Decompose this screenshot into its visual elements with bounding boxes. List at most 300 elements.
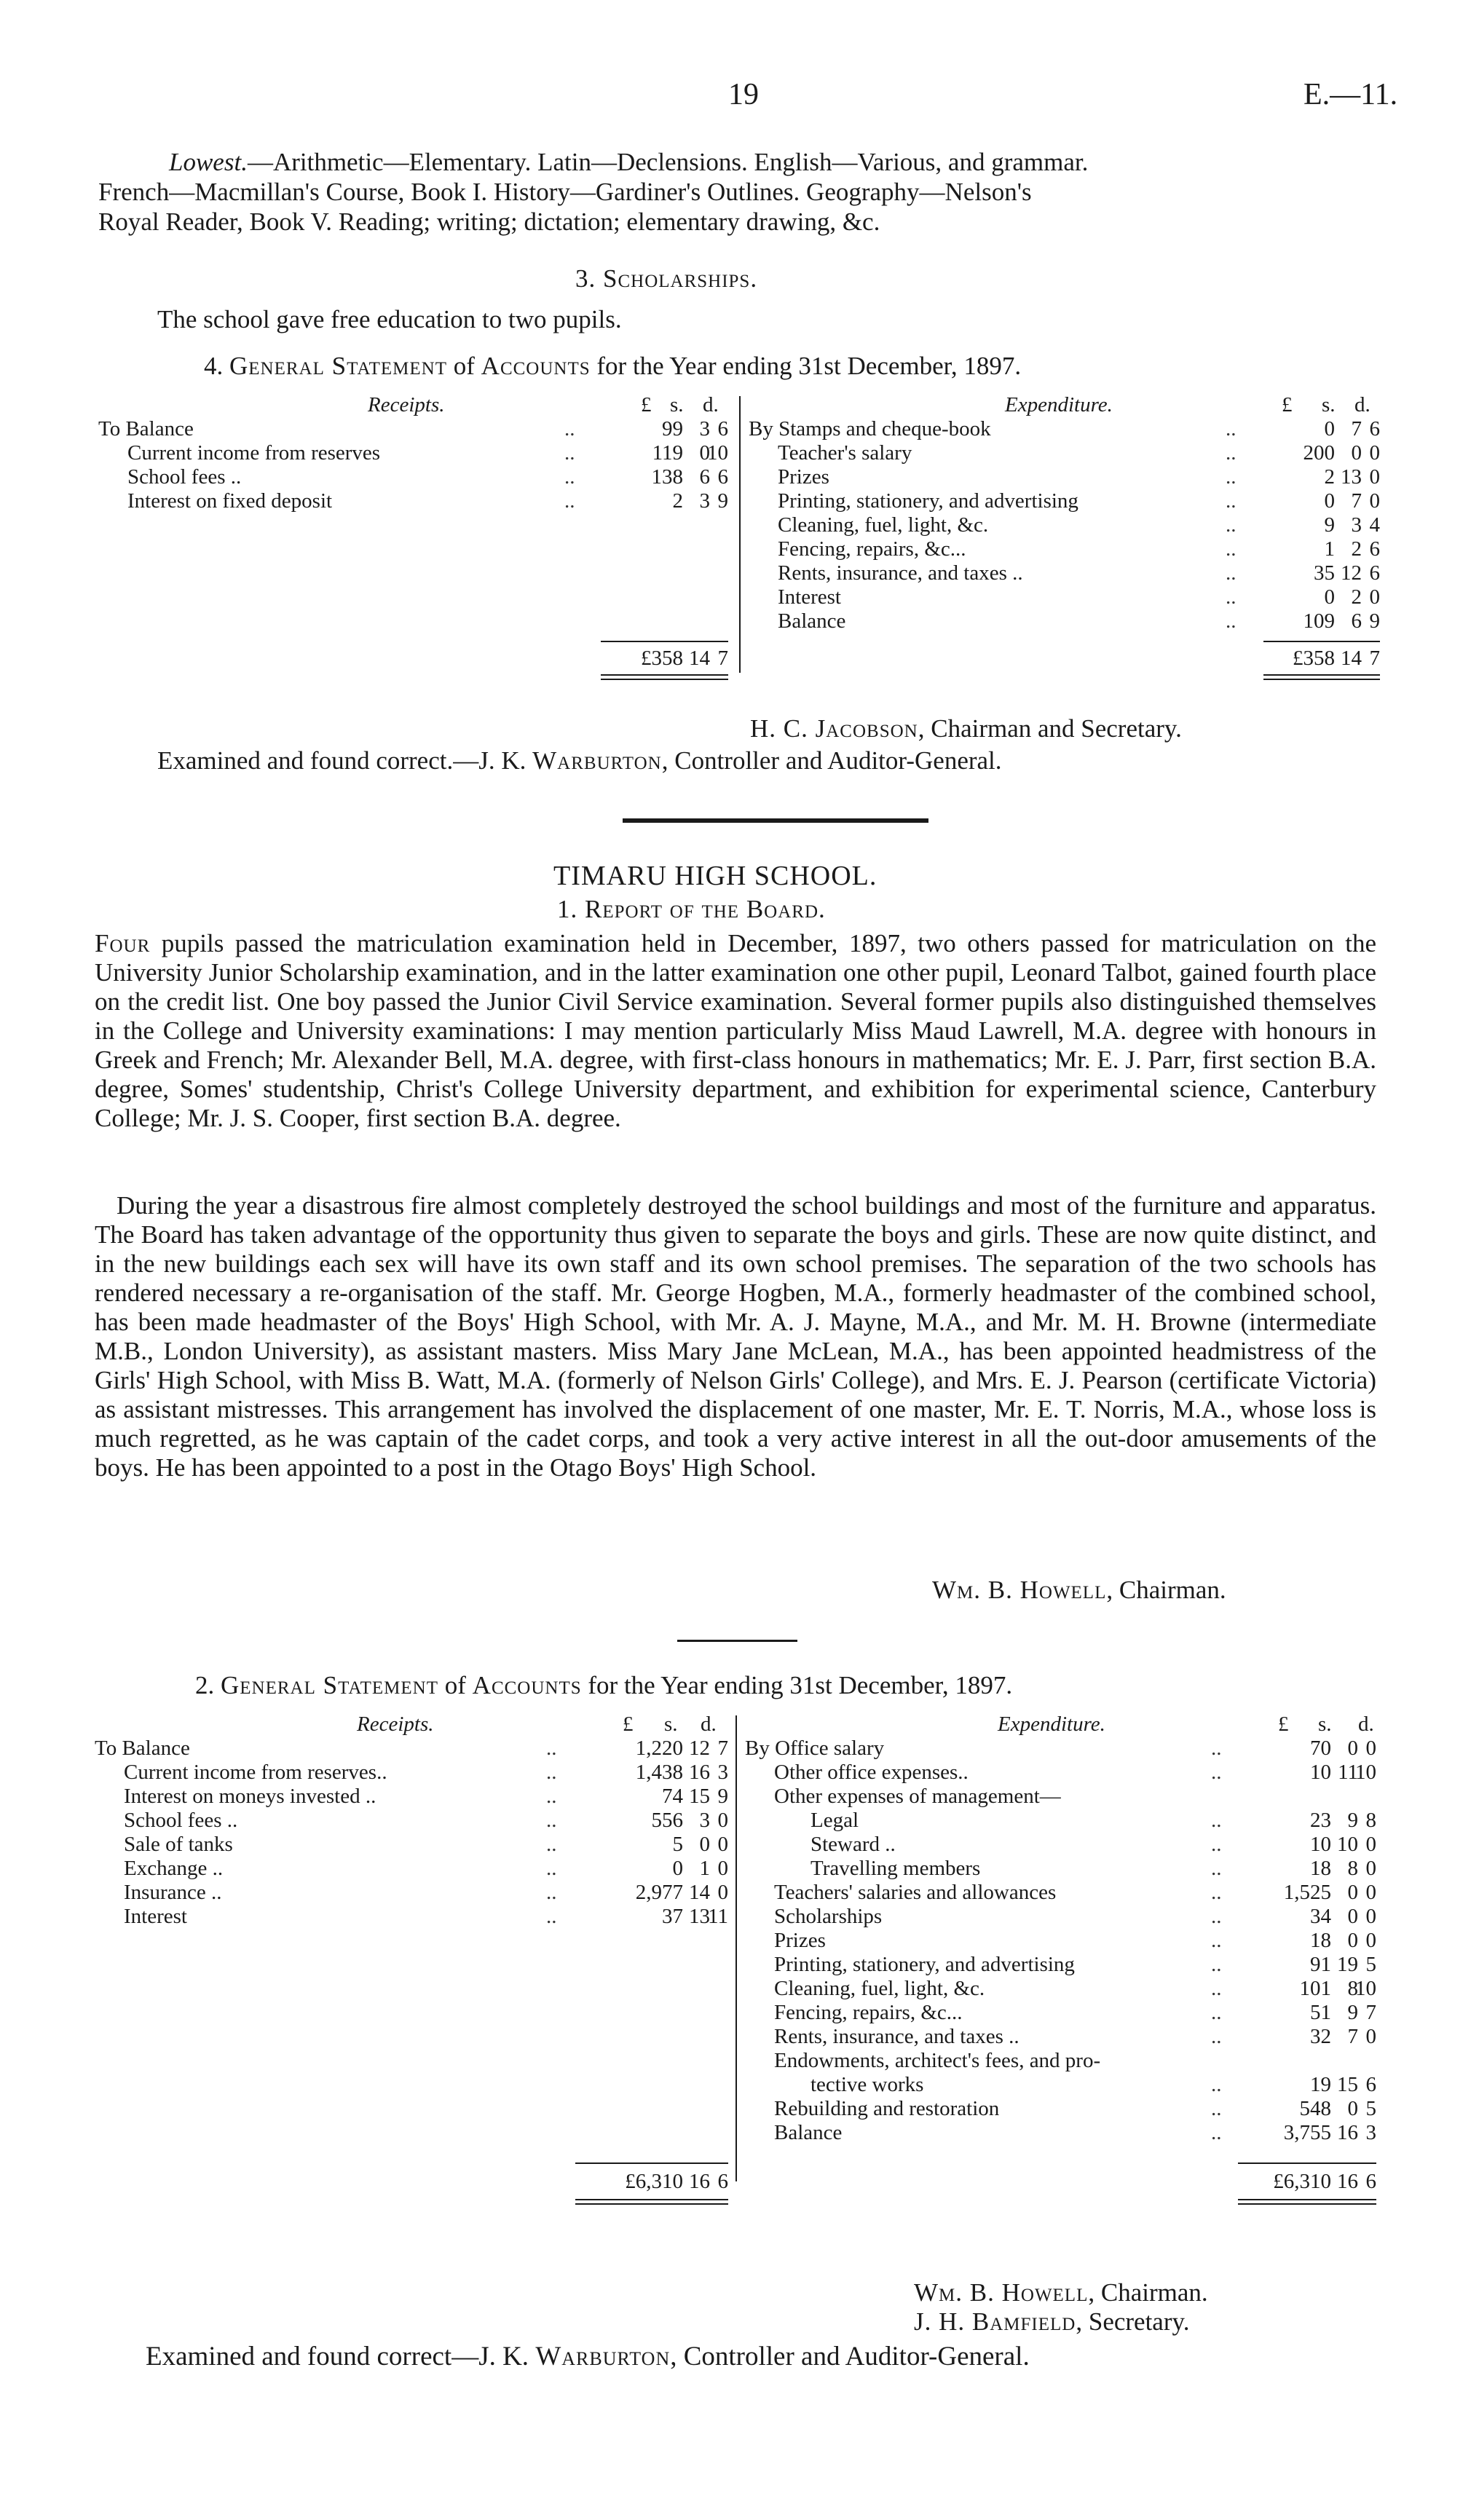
- amount-pounds: 51: [1310, 2001, 1331, 2024]
- lowest-line-1-text: —Arithmetic—Elementary. Latin—Declensions. English—Various, and grammar.: [247, 148, 1089, 176]
- leader-dots: ..: [1211, 1881, 1222, 1904]
- row-label: By Office salary: [745, 1737, 885, 1760]
- total-pounds: £6,310: [1273, 2170, 1331, 2193]
- amount-shillings: 7: [1351, 417, 1362, 441]
- amount-shillings: 3: [1351, 513, 1362, 537]
- row-label: School fees ..: [127, 465, 242, 489]
- leader-dots: ..: [1211, 2121, 1222, 2144]
- amount: [1238, 2025, 1376, 2049]
- table-row: [95, 1785, 728, 1809]
- accounts-table-1: [98, 393, 1380, 699]
- table-row: [749, 513, 1382, 537]
- leader-dots: ..: [546, 1761, 557, 1784]
- amount: [1263, 441, 1380, 465]
- amount: [575, 1833, 728, 1857]
- row-label: Cleaning, fuel, light, &c.: [778, 513, 989, 537]
- chairman-title-1: , Chairman and Secretary.: [918, 714, 1182, 743]
- amount-pounds: 18: [1310, 1857, 1331, 1880]
- table-row: [98, 465, 732, 489]
- examined-suffix-2: , Controller and Auditor-General.: [670, 2342, 1030, 2371]
- leader-dots: ..: [1226, 441, 1237, 465]
- total-rule-receipts-2: [575, 2162, 728, 2164]
- leader-dots: ..: [1211, 1953, 1222, 1976]
- leader-dots: ..: [1226, 609, 1237, 633]
- total-expenditure-2: [1238, 2170, 1376, 2194]
- amount-pounds: 1,438: [635, 1761, 683, 1784]
- amount-pounds: 70: [1310, 1737, 1331, 1760]
- amount-shillings: 2: [1351, 537, 1362, 561]
- row-label: Balance: [774, 2121, 843, 2144]
- amount-pence: 6: [717, 417, 728, 441]
- amount-pence: 0: [1365, 1881, 1376, 1904]
- table-row: [745, 1881, 1379, 1905]
- amount-pence: 0: [1365, 1833, 1376, 1856]
- pence-header-2b: d.: [1358, 1713, 1374, 1736]
- amount-shillings: 7: [1347, 2025, 1358, 2048]
- amount: [575, 1737, 728, 1761]
- accounts-heading-1-sc2: Accounts: [481, 352, 591, 380]
- amount-pounds: 200: [1303, 441, 1335, 465]
- double-rule-b: [601, 679, 728, 680]
- row-label: Sale of tanks: [124, 1833, 233, 1856]
- amount-pence: 0: [1365, 2025, 1376, 2048]
- row-label: Printing, stationery, and advertising: [778, 489, 1078, 513]
- row-label: By Stamps and cheque-book: [749, 417, 991, 441]
- amount-pounds: 74: [662, 1785, 683, 1808]
- amount-shillings: 16: [1337, 2121, 1358, 2144]
- scholarships-text: The school gave free education to two pupils.: [157, 305, 622, 333]
- paragraph-1-text: pupils passed the matriculation examination held in December, 1897, two others passed for matriculation on the University Junior Scholarship examination, and in the latter examination one other pupil, Leonard Talbot, gained fourth place on the credit list. One boy passed the Junior Civil Service examination. Several former pupils also distinguished themselves in the College and University examinations: I may mention particularly Miss Maud Lawrell, M.A. degree with honours in Greek and French; Mr. Alexander Bell, M.A. degree, with first-class honours in mathematics; Mr. E. J. Parr, first section B.A. degree, Somes' studentship, Christ's College University department, and exhibition for experimental science, Canterbury College; Mr. J. S. Cooper, first section B.A. degree.: [95, 929, 1376, 1132]
- total-shillings: 14: [1341, 647, 1362, 670]
- row-label: Legal: [811, 1809, 859, 1832]
- row-label: Current income from reserves: [127, 441, 381, 465]
- accounts-heading-2-sc: General Statement: [221, 1671, 439, 1699]
- amount-pence: 0: [717, 1833, 728, 1856]
- amount-shillings: 3: [699, 1809, 710, 1832]
- double-rule-a: [601, 674, 728, 676]
- amount: [1263, 489, 1380, 513]
- amount-pounds: 1,220: [635, 1737, 683, 1760]
- amount-shillings: 0: [1351, 441, 1362, 465]
- lowest-course-line-2: French—Macmillan's Course, Book I. History—Gardiner's Outlines. Geography—Nelson's: [98, 178, 1032, 206]
- amount-shillings: 16: [689, 1761, 710, 1784]
- row-label: tective works: [811, 2073, 924, 2096]
- table-row: [95, 1881, 728, 1905]
- amount-shillings: 3: [699, 417, 710, 441]
- amount-pence: 6: [1369, 537, 1380, 561]
- amount: [1263, 537, 1380, 561]
- amount: [1263, 417, 1380, 441]
- amount: [601, 489, 728, 513]
- leader-dots: ..: [564, 417, 575, 441]
- amount-pence: 9: [717, 1785, 728, 1808]
- amount-shillings: 2: [1351, 585, 1362, 609]
- amount: [1263, 585, 1380, 609]
- amount: [1238, 1881, 1376, 1905]
- shilling-header-1: s.: [670, 393, 684, 416]
- amount-shillings: 0: [1347, 1905, 1358, 1928]
- pound-header-2b: £: [1278, 1713, 1289, 1736]
- amount-pounds: 23: [1310, 1809, 1331, 1832]
- pound-header-1b: £: [1282, 393, 1293, 416]
- total-receipts-2: [575, 2170, 728, 2194]
- table-row: [745, 2049, 1379, 2073]
- examined-line-1: [157, 746, 1002, 775]
- pound-header-2: £: [623, 1713, 634, 1736]
- accounts-table-2: [95, 1713, 1376, 2222]
- amount: [1263, 513, 1380, 537]
- amount: [1238, 2049, 1376, 2073]
- row-label: Fencing, repairs, &c...: [774, 2001, 963, 2024]
- page-number: 19: [728, 78, 759, 111]
- total-pence: 7: [717, 647, 728, 670]
- total-rule-expenditure-2: [1238, 2162, 1376, 2164]
- amount: [601, 441, 728, 465]
- amount-pounds: 2: [1324, 465, 1335, 489]
- table-row: [745, 1905, 1379, 1929]
- lowest-course-line-3: Royal Reader, Book V. Reading; writing; dictation; elementary drawing, &c.: [98, 208, 880, 236]
- leader-dots: ..: [1211, 2073, 1222, 2096]
- leader-dots: ..: [546, 1737, 557, 1760]
- table-row: [745, 2121, 1379, 2145]
- total-rule-receipts-1: [601, 641, 728, 642]
- amount-pence: 5: [1365, 2097, 1376, 2120]
- amount: [1263, 465, 1380, 489]
- row-label: Insurance ..: [124, 1881, 222, 1904]
- table-row: [745, 2025, 1379, 2049]
- amount-pounds: 34: [1310, 1905, 1331, 1928]
- amount-pounds: 2: [672, 489, 683, 513]
- amount: [1263, 609, 1380, 633]
- row-label: Steward ..: [811, 1833, 896, 1856]
- accounts-heading-2-of: of: [444, 1671, 466, 1699]
- table-row: [749, 561, 1382, 585]
- row-label: Prizes: [778, 465, 829, 489]
- table-row: [745, 1977, 1379, 2001]
- double-rule-g: [1238, 2199, 1376, 2200]
- table-row: [745, 1833, 1379, 1857]
- board-signature: [932, 1575, 1226, 1605]
- secretary-title-2: , Secretary.: [1076, 2307, 1190, 2336]
- amount-pence: 5: [1365, 1953, 1376, 1976]
- table-row: [745, 2073, 1379, 2097]
- amount-pounds: 35: [1314, 561, 1335, 585]
- amount-pounds: 99: [662, 417, 683, 441]
- amount-pence: 0: [1369, 489, 1380, 513]
- pound-header-1: £: [641, 393, 652, 416]
- amount-shillings: 12: [1341, 561, 1362, 585]
- accounts-heading-2-rest: for the Year ending 31st December, 1897.: [588, 1671, 1013, 1699]
- amount: [1238, 1905, 1376, 1929]
- amount-shillings: 3: [699, 489, 710, 513]
- leader-dots: ..: [546, 1905, 557, 1928]
- amount-pounds: 18: [1310, 1929, 1331, 1952]
- chairman-title-2: , Chairman.: [1088, 2278, 1208, 2307]
- row-label: Rebuilding and restoration: [774, 2097, 1000, 2120]
- amount-pence: 0: [1369, 585, 1380, 609]
- scholarships-heading: 3. Scholarships.: [575, 264, 758, 293]
- leader-dots: ..: [564, 465, 575, 489]
- amount: [1238, 1953, 1376, 1977]
- auditor-name-1: Warburton: [532, 746, 662, 775]
- leader-dots: ..: [546, 1809, 557, 1832]
- report-heading: 1. Report of the Board.: [557, 895, 826, 923]
- shilling-header-2: s.: [664, 1713, 678, 1736]
- amount-pence: 4: [1369, 513, 1380, 537]
- leader-dots: ..: [546, 1785, 557, 1808]
- amount-pounds: 119: [652, 441, 683, 465]
- table-row: [95, 1761, 728, 1785]
- amount-shillings: 6: [1351, 609, 1362, 633]
- row-label: Fencing, repairs, &c...: [778, 537, 966, 561]
- shilling-header-1b: s.: [1322, 393, 1336, 416]
- amount-pounds: 10: [1310, 1833, 1331, 1856]
- leader-dots: ..: [1226, 417, 1237, 441]
- amount-pounds: 1: [1324, 537, 1335, 561]
- amount: [575, 1785, 728, 1809]
- row-label: Interest on moneys invested ..: [124, 1785, 376, 1808]
- leader-dots: ..: [1226, 489, 1237, 513]
- column-divider-2: [735, 1715, 737, 2181]
- table-row: [749, 465, 1382, 489]
- table-row: [745, 1737, 1379, 1761]
- amount-shillings: 0: [1347, 2097, 1358, 2120]
- total-shillings: 16: [1337, 2170, 1358, 2193]
- amount: [1238, 1833, 1376, 1857]
- section-divider: [623, 818, 928, 823]
- row-label: Teachers' salaries and allowances: [774, 1881, 1057, 1904]
- amount-shillings: 13: [689, 1905, 710, 1928]
- amount-pounds: 9: [1324, 513, 1335, 537]
- leader-dots: ..: [546, 1881, 557, 1904]
- total-pounds: £358: [1293, 647, 1335, 670]
- total-pence: 7: [1369, 647, 1380, 670]
- amount-pounds: 2,977: [635, 1881, 683, 1904]
- amount-pounds: 0: [672, 1857, 683, 1880]
- leader-dots: ..: [1226, 585, 1237, 609]
- table-row: [745, 1761, 1379, 1785]
- amount-pence: 10: [707, 441, 728, 465]
- amount-shillings: 0: [1347, 1881, 1358, 1904]
- amount-pounds: 37: [662, 1905, 683, 1928]
- table-row: [745, 1857, 1379, 1881]
- leader-dots: ..: [546, 1857, 557, 1880]
- amount: [575, 1905, 728, 1929]
- examined-prefix-1: Examined and found correct.—J. K.: [157, 746, 526, 775]
- shilling-header-2b: s.: [1318, 1713, 1332, 1736]
- examined-prefix-2: Examined and found correct—J. K.: [146, 2342, 529, 2371]
- row-label: Other expenses of management—: [774, 1785, 1061, 1808]
- accounts-heading-1-num: 4.: [204, 352, 224, 380]
- amount-shillings: 0: [699, 441, 710, 465]
- amount: [1238, 2001, 1376, 2025]
- board-chairman-title: , Chairman.: [1106, 1576, 1226, 1604]
- double-rule-e: [575, 2199, 728, 2200]
- amount-pence: 3: [1365, 2121, 1376, 2144]
- amount: [1238, 1929, 1376, 1953]
- leader-dots: ..: [1211, 2001, 1222, 2024]
- lowest-label: Lowest.: [169, 148, 248, 176]
- row-label: Teacher's salary: [778, 441, 912, 465]
- expenditure-list-1: [749, 417, 1382, 633]
- row-label: School fees ..: [124, 1809, 238, 1832]
- amount-shillings: 12: [689, 1737, 710, 1760]
- amount: [1263, 561, 1380, 585]
- row-label: Scholarships: [774, 1905, 883, 1928]
- total-pence: 6: [717, 2170, 728, 2193]
- amount-pounds: 101: [1299, 1977, 1331, 2000]
- amount-pence: 6: [1365, 2073, 1376, 2096]
- table-row: [98, 441, 732, 465]
- leader-dots: ..: [1226, 561, 1237, 585]
- amount-pounds: 548: [1299, 2097, 1331, 2120]
- table-row: [95, 1809, 728, 1833]
- receipts-list-2: [95, 1737, 728, 1929]
- signature-block-1: [750, 714, 1182, 743]
- amount-shillings: 6: [699, 465, 710, 489]
- examined-suffix-1: , Controller and Auditor-General.: [661, 746, 1002, 775]
- table-row: [745, 1953, 1379, 1977]
- amount-shillings: 0: [699, 1833, 710, 1856]
- expenditure-list-2: [745, 1737, 1379, 2145]
- table-row: [95, 1833, 728, 1857]
- row-label: Printing, stationery, and advertising: [774, 1953, 1075, 1976]
- table-row: [95, 1905, 728, 1929]
- leader-dots: ..: [1211, 1905, 1222, 1928]
- row-label: Interest on fixed deposit: [127, 489, 333, 513]
- row-label: Prizes: [774, 1929, 826, 1952]
- amount-pounds: 3,755: [1283, 2121, 1331, 2144]
- total-pence: 6: [1365, 2170, 1376, 2193]
- row-label: Cleaning, fuel, light, &c.: [774, 1977, 985, 2000]
- row-label: Rents, insurance, and taxes ..: [774, 2025, 1019, 2048]
- leader-dots: ..: [1211, 1809, 1222, 1832]
- amount-pence: 6: [1369, 561, 1380, 585]
- amount-pence: 10: [1355, 1977, 1376, 2000]
- document-reference: E.—11.: [1304, 78, 1398, 111]
- amount-pence: 7: [717, 1737, 728, 1760]
- leader-dots: ..: [1211, 1761, 1222, 1784]
- expenditure-heading-1: Expenditure.: [1005, 393, 1113, 416]
- amount-pence: 9: [1369, 609, 1380, 633]
- amount-pounds: 91: [1310, 1953, 1331, 1976]
- amount: [575, 1761, 728, 1785]
- row-label: Balance: [778, 609, 846, 633]
- total-shillings: 14: [689, 647, 710, 670]
- leader-dots: ..: [564, 489, 575, 513]
- leader-dots: ..: [1211, 2097, 1222, 2120]
- secretary-name-2: J. H. Bamfield: [914, 2307, 1076, 2336]
- amount-shillings: 1: [699, 1857, 710, 1880]
- amount: [601, 417, 728, 441]
- leader-dots: ..: [564, 441, 575, 465]
- auditor-name-2: Warburton: [535, 2342, 671, 2371]
- total-pounds: £6,310: [625, 2170, 683, 2193]
- row-label: Rents, insurance, and taxes ..: [778, 561, 1023, 585]
- table-row: [95, 1857, 728, 1881]
- amount-pounds: 19: [1310, 2073, 1331, 2096]
- table-row: [749, 537, 1382, 561]
- row-label: Interest: [778, 585, 841, 609]
- total-pounds: £358: [641, 647, 683, 670]
- table-row: [745, 2001, 1379, 2025]
- amount-pence: 11: [708, 1905, 728, 1928]
- total-expenditure-1: [1263, 647, 1380, 671]
- amount-shillings: 8: [1347, 1977, 1358, 2000]
- amount-pence: 0: [717, 1809, 728, 1832]
- accounts-heading-2-num: 2.: [195, 1671, 215, 1699]
- table-row: [749, 585, 1382, 609]
- amount-pence: 0: [717, 1881, 728, 1904]
- amount-pounds: 0: [1324, 417, 1335, 441]
- table-row: [98, 417, 732, 441]
- amount: [1238, 1737, 1376, 1761]
- chairman-name-1: H. C. Jacobson: [750, 714, 918, 743]
- examined-line-2: [146, 2342, 1030, 2371]
- table-row: [745, 2097, 1379, 2121]
- amount: [1238, 2073, 1376, 2097]
- amount-shillings: 7: [1351, 489, 1362, 513]
- amount-shillings: 15: [689, 1785, 710, 1808]
- row-label: To Balance: [98, 417, 194, 441]
- row-label: Travelling members: [811, 1857, 981, 1880]
- accounts-heading-1-of: of: [453, 352, 475, 380]
- total-shillings: 16: [689, 2170, 710, 2193]
- amount: [1238, 2097, 1376, 2121]
- leader-dots: ..: [1226, 537, 1237, 561]
- amount-shillings: 9: [1347, 1809, 1358, 1832]
- double-rule-d: [1263, 679, 1380, 680]
- total-receipts-1: [601, 647, 728, 671]
- amount: [1238, 1977, 1376, 2001]
- row-label: Interest: [124, 1905, 187, 1928]
- amount-pence: 8: [1365, 1809, 1376, 1832]
- table-row: [749, 441, 1382, 465]
- table-row: [95, 1737, 728, 1761]
- amount-pounds: 556: [651, 1809, 683, 1832]
- amount: [1238, 1857, 1376, 1881]
- report-paragraph-2: During the year a disastrous fire almost completely destroyed the school buildings and most of the furniture and apparatus. The Board has taken advantage of the opportunity thus given to separate the boys and girls. These are now quite distinct, and in the new buildings each sex will have its own staff and its own school premises. The separation of the two schools has rendered necessary a re-organisation of the staff. Mr. George Hogben, M.A., formerly headmaster of the combined school, has been made headmaster of the Boys' High School, with Mr. A. J. Mayne, M.A., and Mr. M. H. Browne (intermediate M.B., London University), as assistant masters. Miss Mary Jane McLean, M.A., has been appointed headmistress of the Girls' High School, with Miss B. Watt, M.A. (formerly of Nelson Girls' College), and Mrs. E. J. Pearson (certificate Victoria) as assistant mistresses. This arrangement has involved the displacement of one master, Mr. E. T. Norris, M.A., whose loss is much regretted, as he was captain of the cadet corps, and took a very active interest in all the out-door amusements of the boys. He has been appointed to a post in the Otago Boys' High School.: [95, 1191, 1376, 1482]
- report-paragraph-1: [95, 929, 1376, 1133]
- table-row: [749, 609, 1382, 633]
- total-rule-expenditure-1: [1263, 641, 1380, 642]
- table-row: [749, 489, 1382, 513]
- signature-chairman-2: [914, 2278, 1208, 2307]
- amount: [575, 1881, 728, 1905]
- leader-dots: ..: [1226, 465, 1237, 489]
- amount-shillings: 0: [1347, 1737, 1358, 1760]
- table-row: [745, 1809, 1379, 1833]
- leader-dots: ..: [1226, 513, 1237, 537]
- receipts-list-1: [98, 417, 732, 513]
- amount-pence: 0: [1369, 441, 1380, 465]
- amount-pence: 9: [717, 489, 728, 513]
- board-chairman-name: Wm. B. Howell: [932, 1576, 1107, 1604]
- receipts-heading-2: Receipts.: [357, 1713, 434, 1736]
- leader-dots: ..: [1211, 1737, 1222, 1760]
- table-row: [745, 1785, 1379, 1809]
- amount-shillings: 10: [1337, 1833, 1358, 1856]
- accounts-heading-1-sc: General Statement: [229, 352, 448, 380]
- leader-dots: ..: [1211, 1833, 1222, 1856]
- amount-pence: 3: [717, 1761, 728, 1784]
- amount-pence: 0: [717, 1857, 728, 1880]
- amount-pounds: 5: [672, 1833, 683, 1856]
- lowest-course-line-1: [169, 147, 1088, 177]
- amount-shillings: 14: [689, 1881, 710, 1904]
- pence-header-1b: d.: [1354, 393, 1370, 416]
- amount: [575, 1857, 728, 1881]
